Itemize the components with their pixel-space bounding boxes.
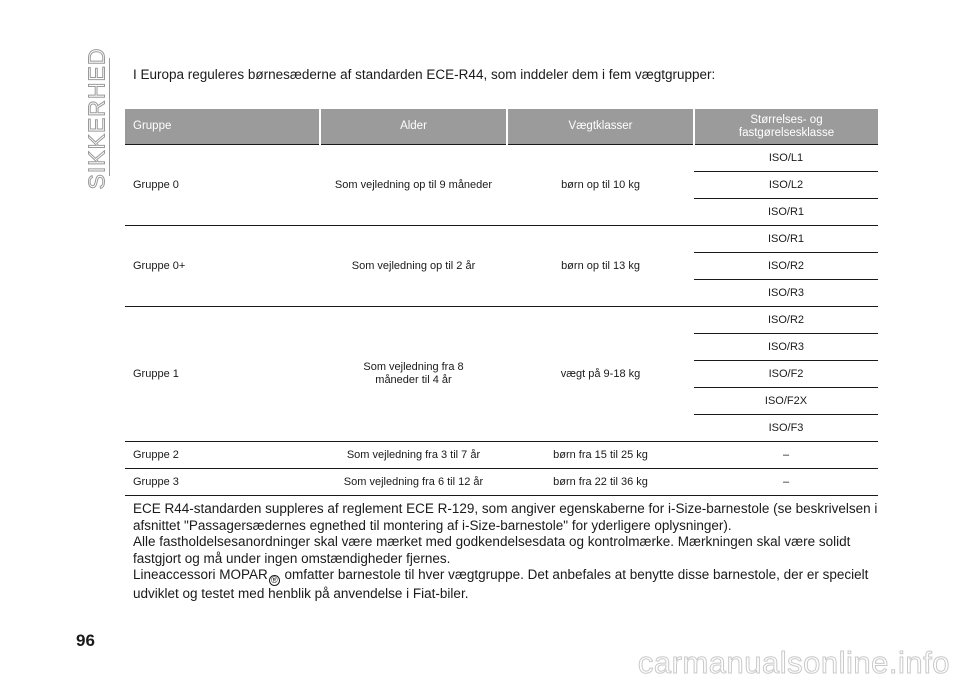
age-cell: Som vejledning op til 2 år bbox=[320, 226, 507, 307]
header-group: Gruppe bbox=[125, 109, 320, 145]
size-class-cell: ISO/F2 bbox=[694, 361, 878, 388]
size-class-cell: ISO/R2 bbox=[694, 307, 878, 334]
table-row bbox=[125, 145, 878, 172]
group-cell: Gruppe 2 bbox=[125, 442, 320, 469]
table-row bbox=[125, 307, 878, 334]
section-title-text: SIKKERHED bbox=[83, 47, 110, 189]
age-cell: Som vejledning fra 3 til 7 år bbox=[320, 442, 507, 469]
weight-cell: børn op til 13 kg bbox=[507, 226, 694, 307]
note-mopar-start: Lineaccessori MOPAR bbox=[133, 567, 268, 582]
note-marking: Alle fastholdelsesanordninger skal være mærket med godkendelsesdata og kontrolmærke. Mærkningen skal være solidt fastgjort og må under ingen omstændigheder fjernes. bbox=[133, 534, 851, 566]
age-cell: Som vejledning fra 8 måneder til 4 år bbox=[320, 307, 507, 442]
child-seat-groups-table bbox=[125, 109, 878, 496]
weight-cell: børn op til 10 kg bbox=[507, 145, 694, 226]
watermark: carmanualsonline.info bbox=[637, 645, 950, 680]
section-title bbox=[83, 47, 111, 189]
table-row bbox=[125, 442, 878, 469]
note-mopar-end: omfatter barnestole til hver vægtgruppe. Det anbefales at benytte disse barnestole, der er specielt udviklet og testet med henblik på anvendelse i Fiat-biler. bbox=[133, 567, 869, 601]
size-class-cell: – bbox=[694, 442, 878, 469]
note-mopar bbox=[133, 567, 878, 603]
table-row bbox=[125, 226, 878, 253]
size-class-cell: ISO/R3 bbox=[694, 334, 878, 361]
size-class-cell: ISO/F3 bbox=[694, 415, 878, 442]
header-weight: Vægtklasser bbox=[507, 109, 694, 145]
note-ece-r129: ECE R44-standarden suppleres af reglement ECE R-129, som angiver egenskaberne for i-Size-barnestole (se beskrivelsen i afsnittet "Passagersædernes egnethed til montering af i-Size-barnestole" for yderligere oplysninger). bbox=[133, 501, 878, 533]
page-number: 96 bbox=[76, 631, 95, 650]
size-class-cell: ISO/R1 bbox=[694, 226, 878, 253]
group-cell: Gruppe 3 bbox=[125, 469, 320, 496]
intro-text: I Europa reguleres børnesæderne af standarden ECE-R44, som inddeler dem i fem vægtgrupper: bbox=[133, 67, 716, 82]
group-cell: Gruppe 0 bbox=[125, 145, 320, 226]
size-class-cell: – bbox=[694, 469, 878, 496]
size-class-cell: ISO/R3 bbox=[694, 280, 878, 307]
size-class-cell: ISO/F2X bbox=[694, 388, 878, 415]
table-header-row bbox=[125, 109, 878, 145]
weight-cell: vægt på 9-18 kg bbox=[507, 307, 694, 442]
notes bbox=[133, 501, 878, 603]
weight-cell: børn fra 22 til 36 kg bbox=[507, 469, 694, 496]
size-class-cell: ISO/L1 bbox=[694, 145, 878, 172]
table-body bbox=[125, 145, 878, 496]
header-age: Alder bbox=[320, 109, 507, 145]
section-divider bbox=[109, 58, 110, 176]
header-size-class: Størrelses- og fastgørelsesklasse bbox=[694, 109, 878, 145]
registered-trademark-icon: ® bbox=[269, 575, 280, 586]
size-class-cell: ISO/R1 bbox=[694, 199, 878, 226]
weight-cell: børn fra 15 til 25 kg bbox=[507, 442, 694, 469]
table-row bbox=[125, 469, 878, 496]
size-class-cell: ISO/R2 bbox=[694, 253, 878, 280]
group-cell: Gruppe 1 bbox=[125, 307, 320, 442]
age-cell: Som vejledning fra 6 til 12 år bbox=[320, 469, 507, 496]
group-cell: Gruppe 0+ bbox=[125, 226, 320, 307]
size-class-cell: ISO/L2 bbox=[694, 172, 878, 199]
age-cell: Som vejledning op til 9 måneder bbox=[320, 145, 507, 226]
